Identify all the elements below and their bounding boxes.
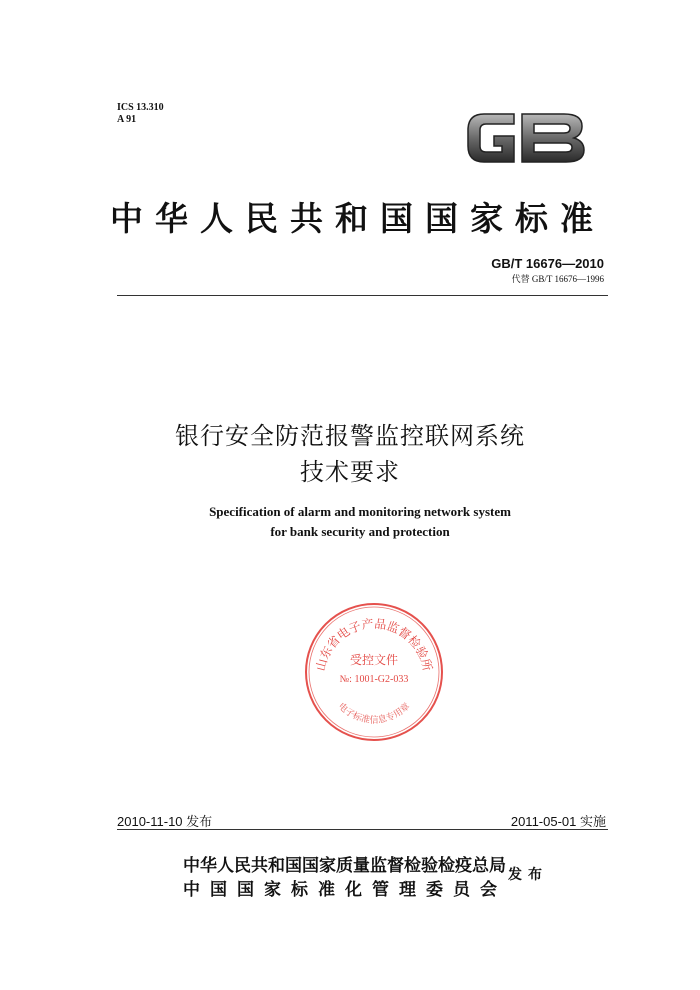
title-english-line2: for bank security and protection: [270, 524, 450, 539]
ics-code: ICS 13.310: [117, 102, 164, 113]
stamp-org-text: 山东省电子产品监督检验所: [313, 616, 435, 673]
implementation-date: 2011-05-01 实施: [510, 814, 606, 829]
national-standard-heading: 中华人民共和国国家标准: [110, 199, 605, 238]
title-chinese-line2: 技术要求: [300, 458, 400, 486]
title-english-line1: Specification of alarm and monitoring network system: [209, 504, 511, 519]
issue-date: 2010-11-10 发布: [117, 814, 213, 829]
issuer-sac: 中国国家标准化管理委员会: [183, 880, 507, 900]
stamp-bottom-text: 电子标准信息专用章: [335, 701, 413, 726]
controlled-document-stamp: [300, 598, 448, 746]
top-divider: [117, 295, 608, 296]
ccs-code: A 91: [117, 114, 137, 125]
issuer-aqsiq: 中华人民共和国国家质量监督检验检疫总局: [183, 856, 506, 876]
stamp-label: 受控文件: [349, 653, 399, 667]
ics-code-block: [117, 102, 164, 126]
gb-logo: [464, 108, 588, 168]
standard-number: GB/T 16676—2010: [491, 256, 604, 271]
title-chinese-line1: 银行安全防范报警监控联网系统: [175, 422, 525, 450]
stamp-number: №: 1001-G2-033: [339, 674, 409, 685]
publish-label: 发布: [508, 867, 548, 883]
replaces-standard: 代替 GB/T 16676—1996: [511, 274, 604, 284]
bottom-divider: [117, 829, 608, 830]
